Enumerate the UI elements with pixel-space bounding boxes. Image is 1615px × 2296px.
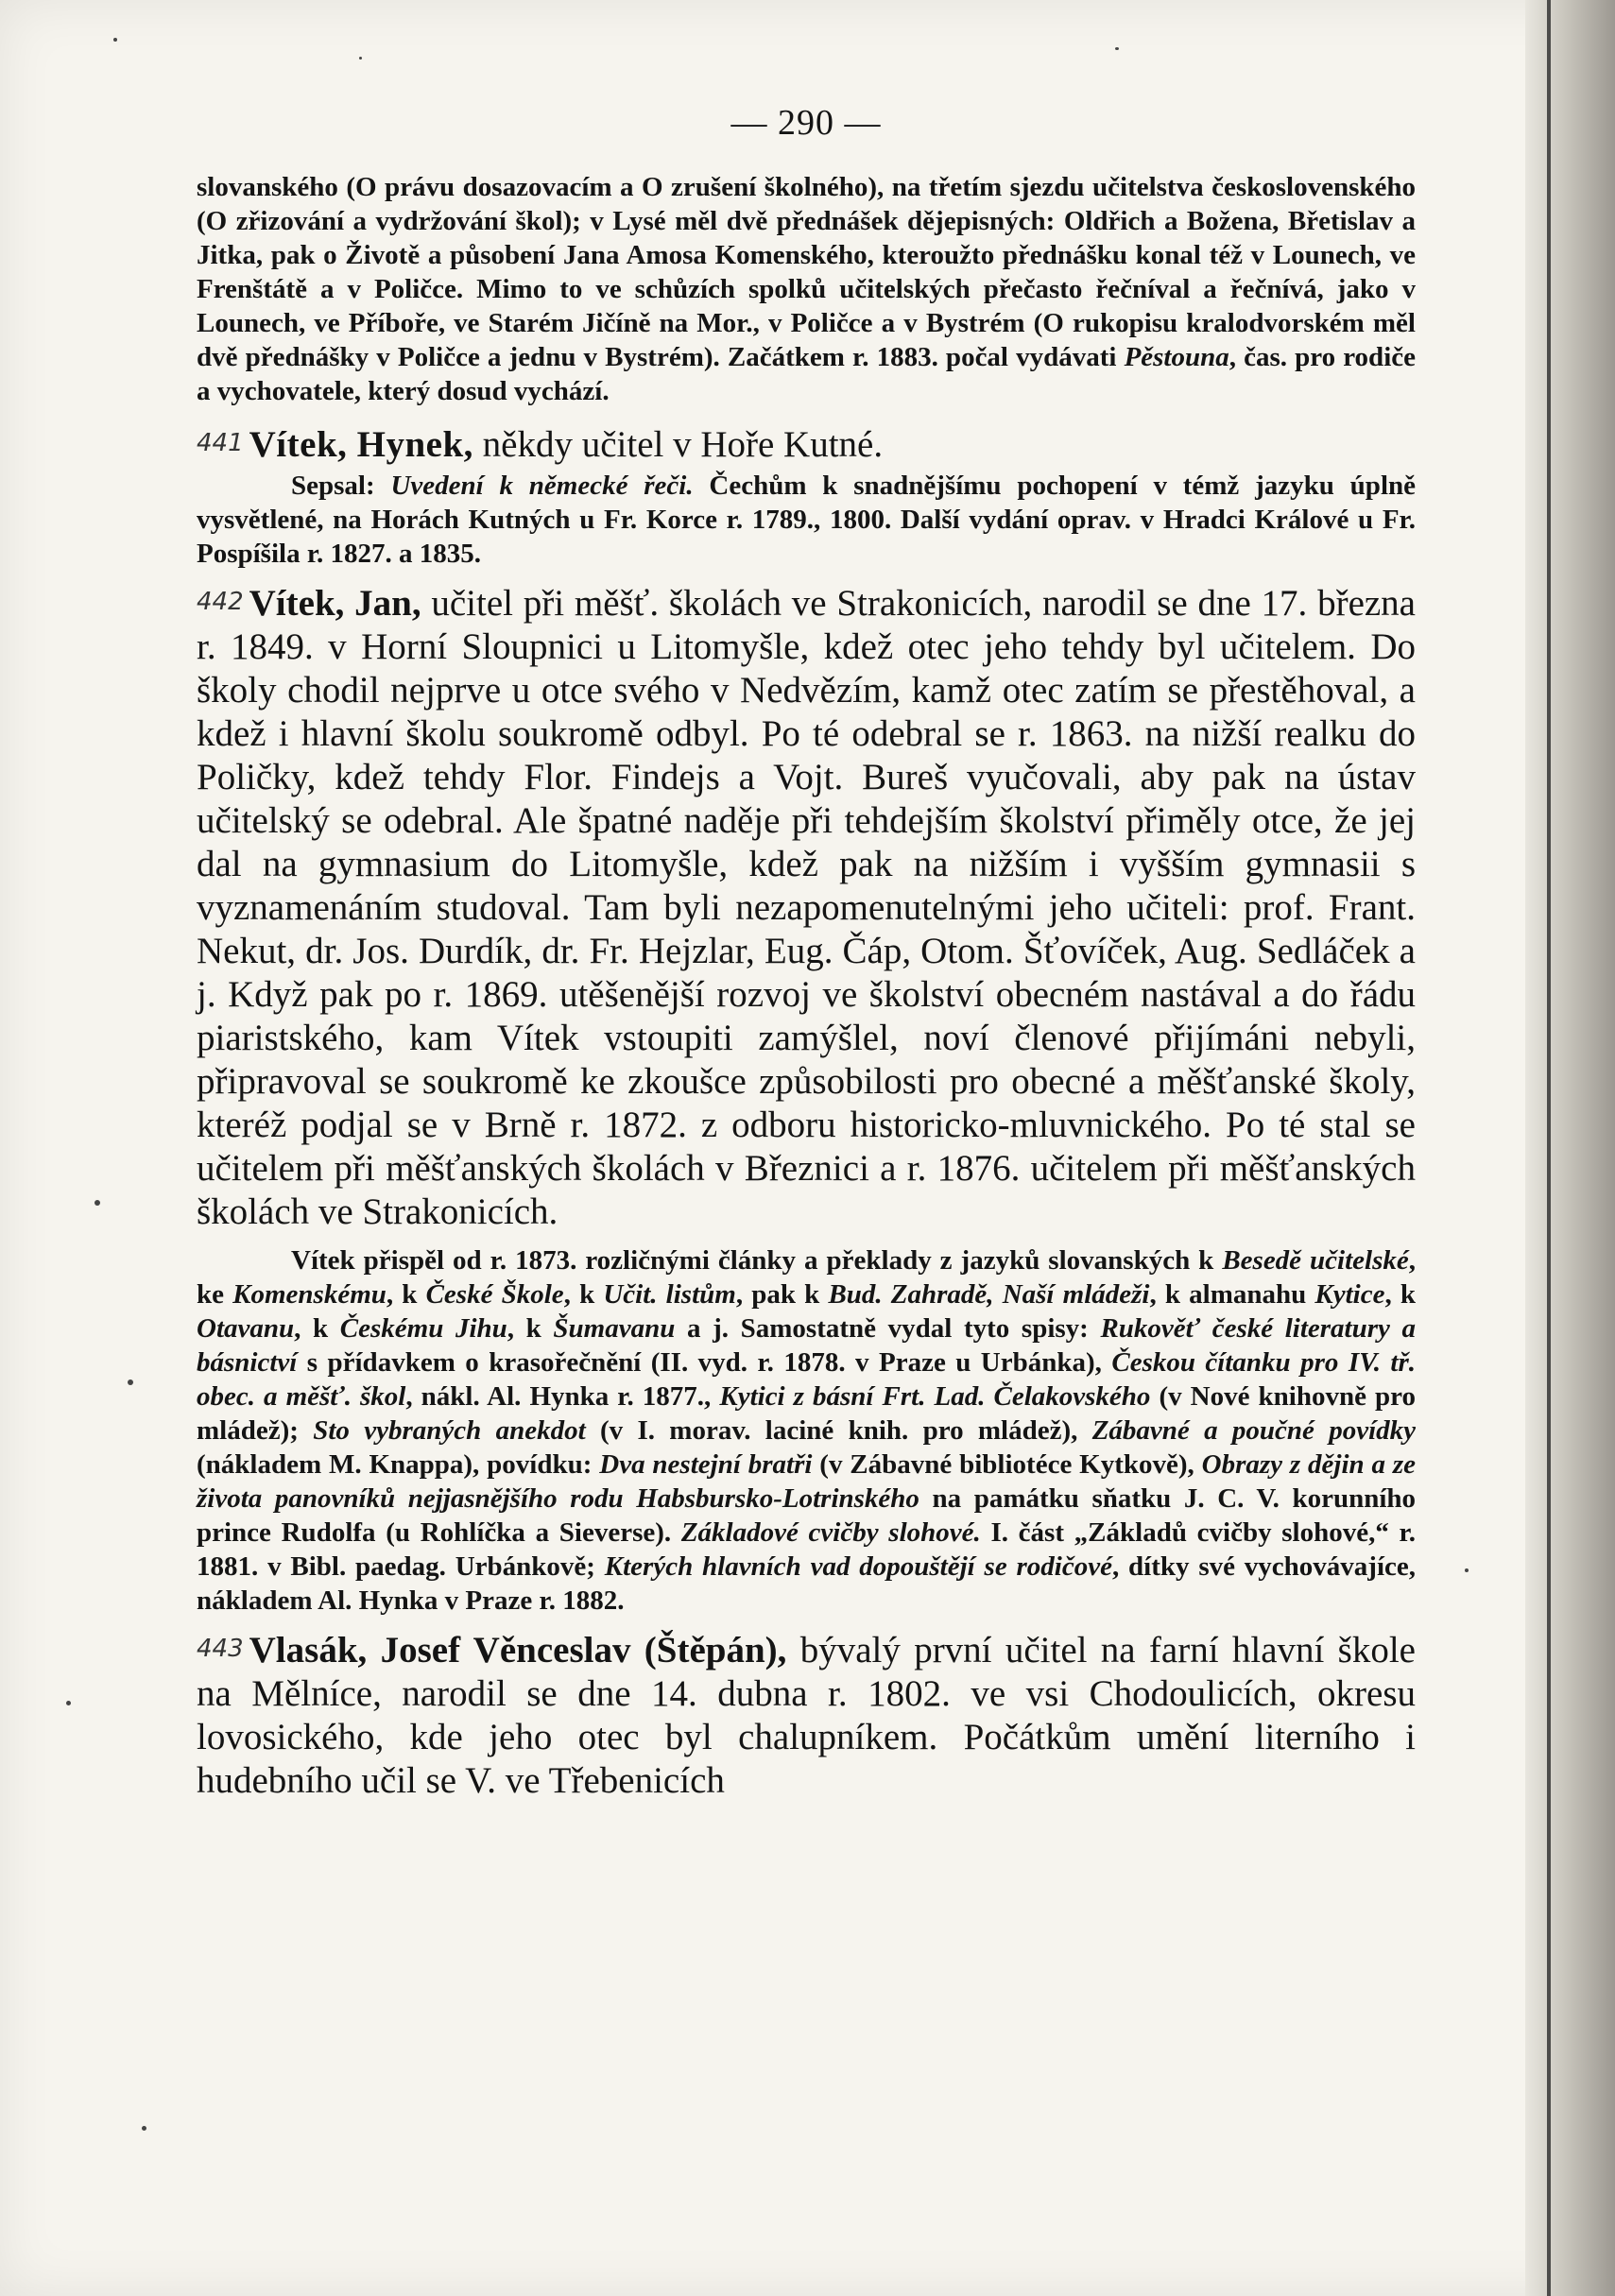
intro-paragraph (197, 170, 1416, 408)
entry1-works (197, 469, 1416, 571)
entry-desc: někdy učitel v Hoře Kutné. (482, 424, 884, 465)
scan-speck (128, 1379, 133, 1385)
works-italic: Šumavanu (553, 1313, 676, 1344)
works-rest: Čechům k snadnějšímu pochopení v témž jazyku úplně vysvětlené, na Horách Kutných u Fr. Korce r. 1789., 1800. Další vydání oprav. v Hradci Králové u Fr. Pospíšila r. 1827. a 1835. (197, 471, 1416, 569)
entry-name: Vlasák, Josef Věnceslav (Štěpán), (249, 1630, 787, 1671)
handwritten-mark: 442 (197, 588, 244, 616)
works-italic: Kterých hlavních vad dopouštějí se rodičové (604, 1551, 1112, 1582)
works-italic: Dva nestejní bratři (599, 1449, 813, 1480)
works-italic: Kytice (1314, 1279, 1385, 1310)
entry2-works (197, 1243, 1416, 1618)
works-text: , nákl. Al. Hynka r. 1877., (405, 1381, 712, 1412)
entry3-bio (197, 1627, 1416, 1803)
works-text: Vítek přispěl od r. 1873. rozličnými články a překlady z jazyků slovanských k (291, 1245, 1214, 1276)
works-text: (v I. morav. laciné knih. pro mládež), (599, 1415, 1078, 1446)
works-text: a j. Samostatně vydal tyto spisy: (687, 1313, 1089, 1344)
works-text: (v Zábavné bibliotéce Kytkově), (819, 1449, 1194, 1480)
works-italic: Otavanu (197, 1313, 295, 1344)
entry2-bio (197, 580, 1416, 1234)
intro-text: slovanského (O právu dosazovacím a O zrušení školného), na třetím sjezdu učitelstva československého (O zřizování a vydržování škol); v Lysé měl dvě přednášek dějepisných: Oldřich a Božena, Břetislav a Jitka, pak o Životě a působení Jana Amosa Komenského, kteroužto přednášku konal též v Lounech, ve Frenštátě a v Poličce. Mimo to ve schůzích spolků učitelských přečasto řečníval a řečnívá, jako v Lounech, ve Příboře, ve Starém Jičíně na Mor., v Poličce a v Bystrém (O rukopisu kralodvorském měl dvě přednášky v Poličce a jednu v Bystrém). Začátkem r. 1883. počal vydávati (197, 172, 1416, 372)
works-text: , k almanahu (1149, 1279, 1307, 1310)
works-italic: Rukověť české literatury a básnictví (197, 1313, 1417, 1378)
works-text: (v Nové knihovně pro mládež); (197, 1381, 1417, 1446)
entry-heading-vitek-hynek (197, 420, 1416, 469)
works-italic: České Škole (425, 1279, 564, 1310)
scan-speck (142, 2126, 146, 2131)
works-title: Uvedení k německé řeči. (390, 471, 694, 501)
works-italic: Obrazy z dějin a ze života panovníků nejjasnějšího rodu Habsbursko-Lotrinského (197, 1449, 1417, 1514)
binding-line (1547, 0, 1551, 2296)
scan-speck (1115, 47, 1119, 50)
works-italic: Besedě učitelské (1222, 1245, 1409, 1276)
scan-speck (1465, 1568, 1469, 1572)
scan-speck (113, 38, 117, 42)
works-text: , k (1384, 1279, 1417, 1310)
works-italic: Českému Jihu (339, 1313, 507, 1344)
works-text: , pak k (735, 1279, 820, 1310)
works-text: na památku sňatku J. C. V. korunního prince Rudolfa (u Rohlíčka a Sieverse). (197, 1483, 1417, 1548)
works-italic: Bud. Zahradě, Naší mládeži (828, 1279, 1150, 1310)
works-text: , dítky své vychovávajíce, nákladem Al. Hynka v Praze r. 1882. (197, 1551, 1416, 1616)
entry-bio: učitel při měšť. školách ve Strakonicích, narodil se dne 17. března r. 1849. v Horní Sloupnici u Litomyšle, kdež otec jeho tehdy byl učitelem. Do školy chodil nejprve u otce svého v Nedvězím, kamž otec zatím se přestěhoval, a kdež i hlavní školu soukromě odbyl. Po té odebral se r. 1863. na nižší realku do Poličky, kdež tehdy Flor. Findejs a Vojt. Bureš vyučovali, aby pak na ústav učitelský se odebral. Ale špatné naděje při tehdejším školství přiměly otce, že jej dal na gymnasium do Litomyšle, kdež pak na nižším i vyšším gymnasii s vyznamenáním studoval. Tam byli nezapomenutelnými jeho učiteli: prof. Frant. Nekut, dr. Jos. Durdík, dr. Fr. Hejzlar, Eug. Čáp, Otom. Šťovíček, Aug. Sedláček a j. Když pak po r. 1869. utěšenější rozvoj ve školství obecném nastával a do řádu piaristského, kam Vítek vstoupiti zamýšlel, noví členové přijímáni nebyli, připravoval se soukromě ke zkoušce způsobilosti pro obecné a měšťanské školy, kteréž podjal se v Brně r. 1872. z odboru historicko-mluvnického. Po té stal se učitelem při měšťanských školách v Březnici a r. 1876. učitelem při měšťanských školách ve Strakonicích. (197, 583, 1416, 1232)
entry-name: Vítek, Hynek, (249, 424, 473, 465)
works-italic: Učit. listům (603, 1279, 736, 1310)
intro-italic: Pěstouna (1124, 342, 1229, 372)
works-text: (nákladem M. Knappa), povídku: (197, 1449, 593, 1480)
works-italic: Kytici z básní Frt. Lad. Čelakovského (719, 1381, 1151, 1412)
scan-speck (359, 57, 362, 60)
entry-name: Vítek, Jan, (249, 583, 421, 624)
page-edge-shadow (1525, 0, 1615, 2296)
handwritten-mark: 443 (197, 1635, 244, 1663)
works-text: , k (294, 1313, 329, 1344)
entry-bio: bývalý první učitel na farní hlavní škole na Mělníce, narodil se dne 14. dubna r. 1802. ve vsi Chodoulicích, okresu lovosického, kde jeho otec byl chalupníkem. Počátkům umění literního i hudebního učil se V. ve Třebenicích (197, 1630, 1416, 1801)
works-italic: Zábavné a poučné povídky (1091, 1415, 1417, 1446)
works-text: , ke (197, 1245, 1416, 1310)
scan-speck (66, 1701, 71, 1705)
works-text: , k (386, 1279, 418, 1310)
works-prefix: Sepsal: (291, 471, 375, 501)
works-text: s přídavkem o krasořečnění (II. vyd. r. 1878. v Praze u Urbánka), (306, 1347, 1102, 1378)
works-text: , k (563, 1279, 595, 1310)
handwritten-mark: 441 (197, 429, 244, 457)
works-text: , k (507, 1313, 541, 1344)
works-italic: Českou čítanku pro IV. tř. obec. a měšť. škol (197, 1347, 1416, 1412)
scan-speck (94, 1200, 100, 1206)
page-content (197, 94, 1416, 1803)
works-text: I. část „Základů cvičby slohové,“ r. 1881. v Bibl. paedag. Urbánkově; (197, 1517, 1417, 1582)
works-italic: Sto vybraných anekdot (313, 1415, 586, 1446)
works-italic: Komenskému (232, 1279, 387, 1310)
works-italic: Základové cvičby slohové. (680, 1517, 981, 1548)
intro-end: , čas. pro rodiče a vychovatele, který dosud vychází. (197, 342, 1416, 406)
page-number: — 290 — (730, 103, 882, 143)
